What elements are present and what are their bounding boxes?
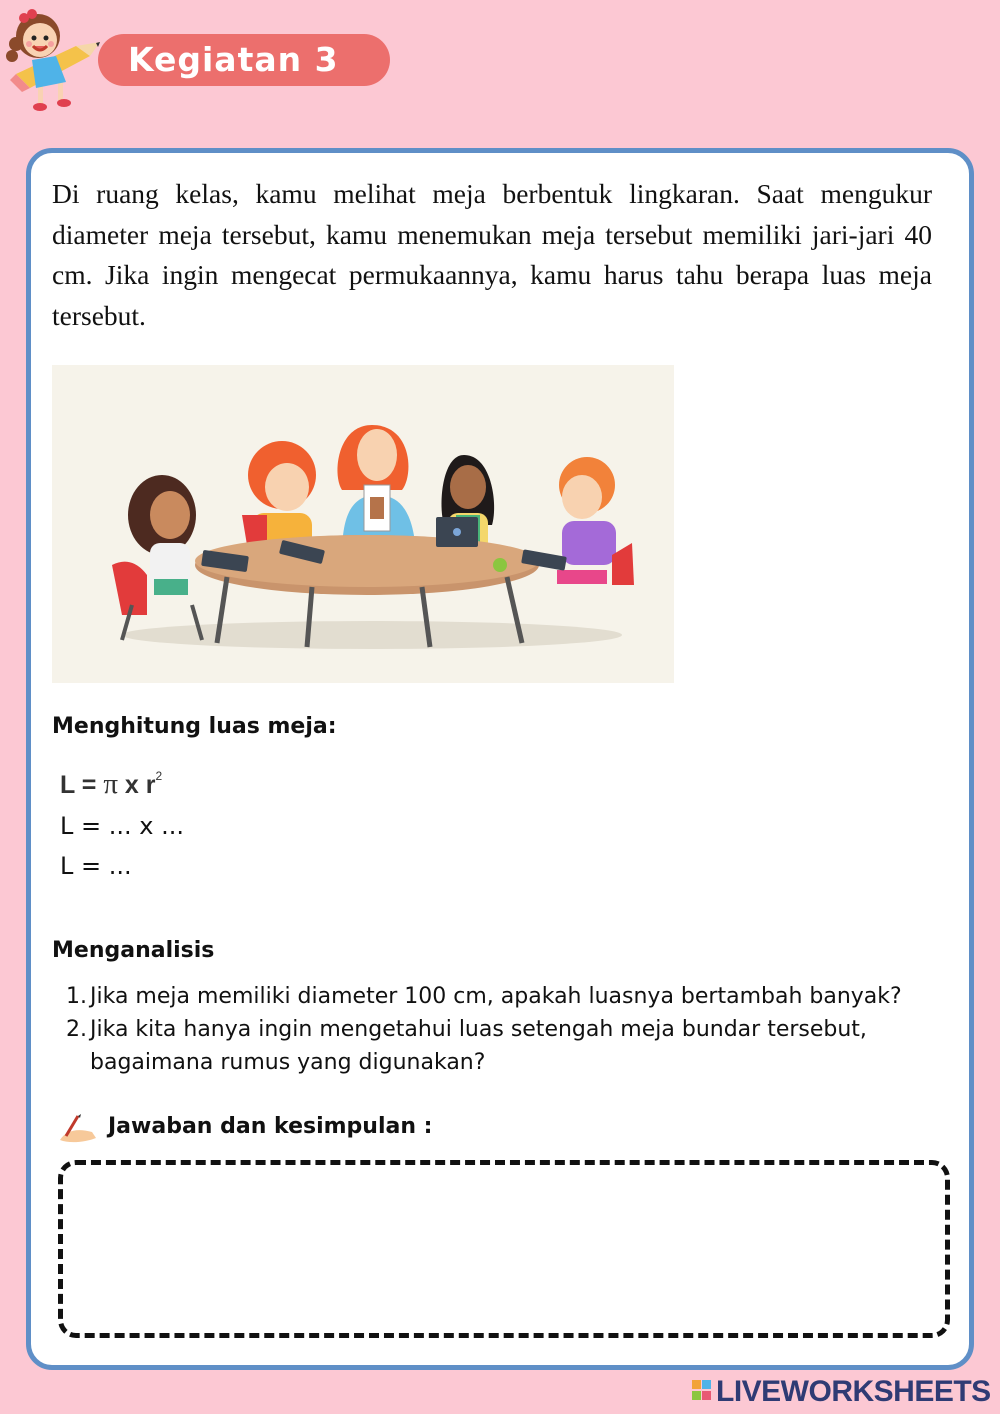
pi-symbol: π xyxy=(103,768,118,800)
question-number: 1. xyxy=(66,984,87,1009)
analysis-heading: Menganalisis xyxy=(52,938,215,963)
writing-hand-icon xyxy=(56,1112,98,1146)
calculation-heading: Menghitung luas meja: xyxy=(52,714,337,739)
area-formula xyxy=(60,768,162,801)
page-title: Kegiatan 3 xyxy=(98,34,390,86)
story-paragraph: Di ruang kelas, kamu melihat meja berbentuk lingkaran. Saat mengukur diameter meja tersebut, kamu menemukan meja tersebut memiliki jari-jari 40 cm. Jika ingin mengecat permukaannya, kamu harus tahu berapa luas meja tersebut. xyxy=(52,178,932,331)
analysis-question-list xyxy=(66,980,966,1079)
formula-exponent: 2 xyxy=(155,768,163,783)
calc-line-2[interactable]: L = ... x ... xyxy=(60,812,184,840)
formula-rest: x r xyxy=(117,771,156,799)
list-item xyxy=(66,980,966,1013)
question-text: Jika meja memiliki diameter 100 cm, apakah luasnya bertambah banyak? xyxy=(90,984,902,1009)
liveworksheets-logo-icon xyxy=(692,1380,712,1402)
answer-input-box[interactable] xyxy=(58,1160,950,1338)
brand-text: LIVEWORKSHEETS xyxy=(716,1375,991,1408)
pencil-girl-mascot-icon xyxy=(2,4,106,116)
classroom-round-table-illustration xyxy=(52,365,674,683)
answer-label: Jawaban dan kesimpulan : xyxy=(108,1114,433,1139)
question-number: 2. xyxy=(66,1017,87,1042)
formula-lhs: L = xyxy=(60,771,104,799)
list-item xyxy=(66,1013,966,1079)
question-text: Jika kita hanya ingin mengetahui luas setengah meja bundar tersebut, bagaimana rumus yang digunakan? xyxy=(90,1017,867,1075)
calc-line-3[interactable]: L = ... xyxy=(60,852,132,880)
